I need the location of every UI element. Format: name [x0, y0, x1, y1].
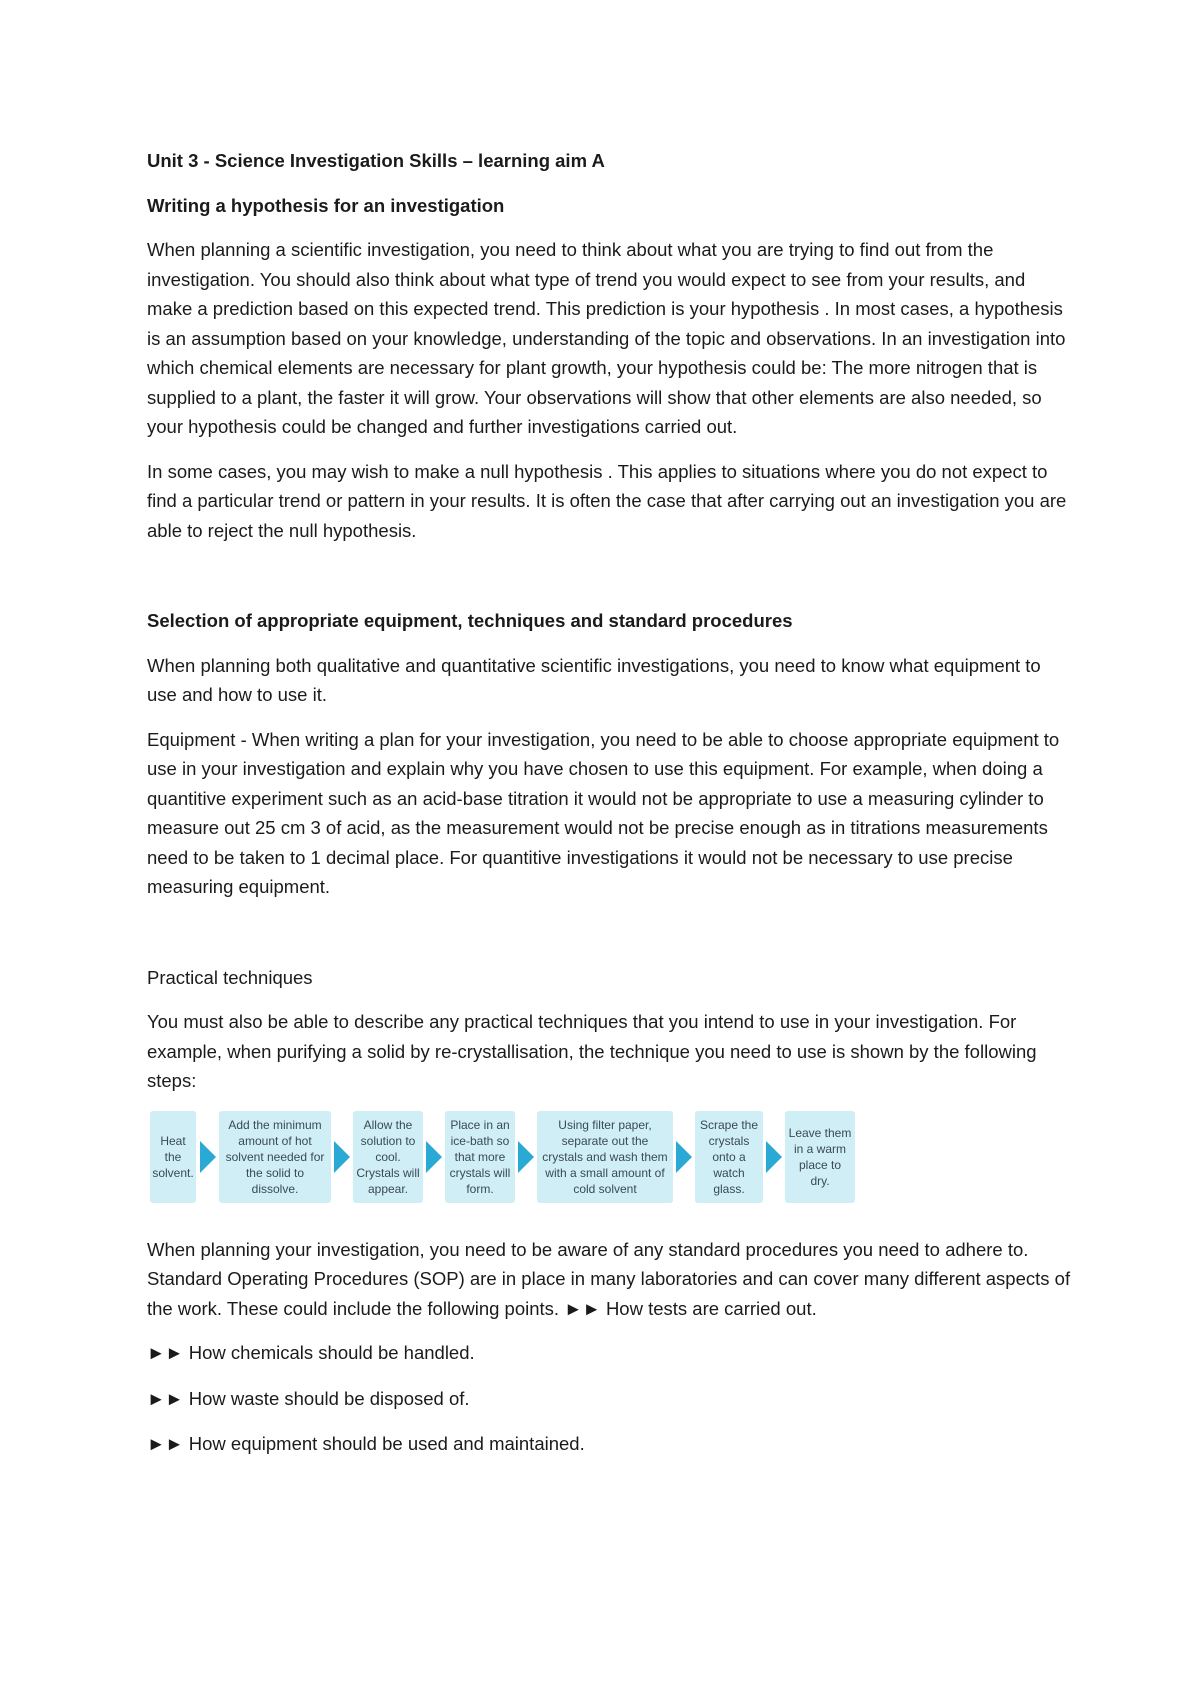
section-heading-equipment: Selection of appropriate equipment, techniques and standard procedures — [147, 610, 793, 631]
arrow-right-icon — [334, 1141, 350, 1173]
paragraph: In some cases, you may wish to make a null hypothesis . This applies to situations where you do not expect to find a particular trend or pattern in your results. It is often the case that after carrying out an investigation you are able to reject the null hypothesis. — [147, 460, 1067, 541]
arrow-right-icon — [676, 1141, 692, 1173]
arrow-right-icon — [200, 1141, 216, 1173]
paragraph: When planning both qualitative and quantitative scientific investigations, you need to know what equipment to use and how to use it. — [147, 654, 1041, 705]
paragraph: When planning a scientific investigation, you need to think about what you are trying to find out from the investigation. You should also think about what type of trend you would expect to see from your results, and make a prediction based on this expected trend. This prediction is your hypothesis . In most cases, a hypothesis is an assumption based on your knowledge, understanding of the topic and observations. In an investigation into which chemical elements are necessary for plant growth, your hypothesis could be: The more nitrogen that is supplied to a plant, the faster it will grow. Your observations will show that other elements are also needed, so your hypothesis could be changed and further investigations carried out. — [147, 239, 1066, 437]
flow-step: Using filter paper, separate out the crystals and wash them with a small amount of cold solvent — [537, 1111, 673, 1203]
section-heading-hypothesis: Writing a hypothesis for an investigation — [147, 194, 505, 216]
flow-step: Heat the solvent. — [150, 1111, 196, 1203]
flow-step: Scrape the crystals onto a watch glass. — [695, 1111, 763, 1203]
list-item: ►► How chemicals should be handled. — [147, 1342, 475, 1363]
arrow-right-icon — [766, 1141, 782, 1173]
sop-list — [147, 1338, 1072, 1459]
paragraph: You must also be able to describe any practical techniques that you intend to use in your investigation. For example, when purifying a solid by re-crystallisation, the technique you need to use is shown by the following steps: — [147, 1011, 1037, 1091]
arrow-right-icon — [426, 1141, 442, 1173]
document-page — [147, 146, 1072, 1475]
flow-step: Allow the solution to cool. Crystals will appear. — [353, 1111, 423, 1203]
section-heading-techniques: Practical techniques — [147, 966, 313, 988]
flow-step: Add the minimum amount of hot solvent needed for the solid to dissolve. — [219, 1111, 331, 1203]
flow-step: Leave them in a warm place to dry. — [785, 1111, 855, 1203]
arrow-right-icon — [518, 1141, 534, 1173]
flow-step: Place in an ice-bath so that more crystals will form. — [445, 1111, 515, 1203]
list-item: ►► How equipment should be used and maintained. — [147, 1433, 585, 1454]
paragraph: When planning your investigation, you need to be aware of any standard procedures you need to adhere to. Standard Operating Procedures (SOP) are in place in many laboratories and can cover many different aspects of the work. These could include the following points. ►► How tests are carried out. — [147, 1238, 1071, 1319]
recrystallisation-flow-diagram — [147, 1111, 1072, 1209]
document-title: Unit 3 - Science Investigation Skills – learning aim A — [147, 150, 605, 171]
paragraph: Equipment - When writing a plan for your investigation, you need to be able to choose appropriate equipment to use in your investigation and explain why you have chosen to use this equipment. For example, when doing a quantitive experiment such as an acid-base titration it would not be appropriate to use a measuring cylinder to measure out 25 cm 3 of acid, as the measurement would not be precise enough as in titrations measurements need to be taken to 1 decimal place. For quantitive investigations it would not be necessary to use precise measuring equipment. — [147, 728, 1060, 897]
list-item: ►► How waste should be disposed of. — [147, 1387, 470, 1409]
